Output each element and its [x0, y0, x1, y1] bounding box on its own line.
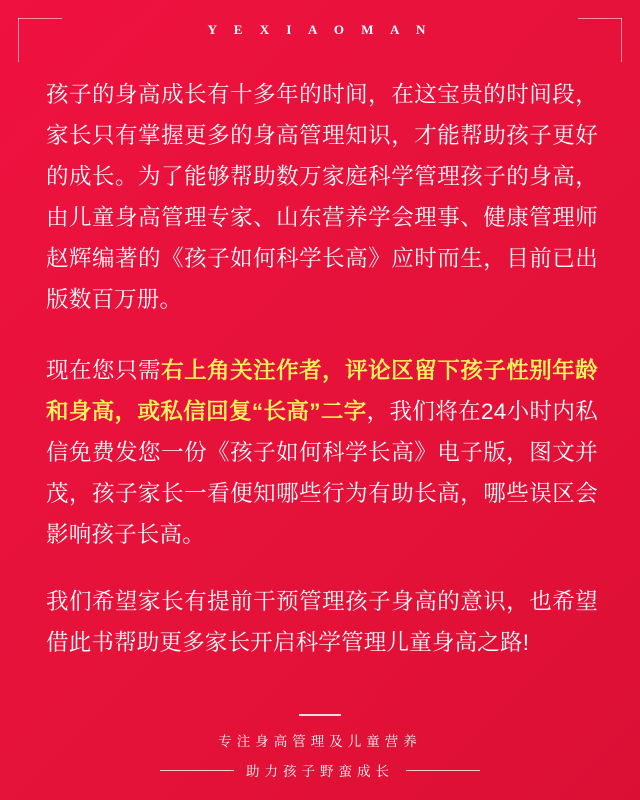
cta-text-before: 现在您只需 — [46, 358, 162, 383]
paragraph-closing: 我们希望家长有提前干预管理孩子身高的意识，也希望借此书帮助更多家长开启科学管理儿童身高之路! — [46, 589, 598, 655]
paragraph-call-to-action — [46, 350, 598, 555]
footer-rule-right — [406, 770, 480, 771]
corner-frame-top-right-horizontal — [578, 18, 622, 19]
cta-highlight: 右上角关注作者，评论区留下孩子性别年龄和身高，或私信回复“长高”二字 — [46, 358, 598, 424]
paragraph-intro: 孩子的身高成长有十多年的时间，在这宝贵的时间段，家长只有掌握更多的身高管理知识，才能帮助孩子更好的成长。为了能够帮助数万家庭科学管理孩子的身高，由儿童身高管理专家、山东营养学会理事、健康管理师赵辉编著的《孩子如何科学长高》应时而生，目前已出版数百万册。 — [46, 82, 598, 312]
footer-tagline-secondary: 助力孩子野蛮成长 — [246, 764, 394, 779]
footer-rule-left — [160, 770, 234, 771]
poster-footer — [0, 714, 640, 780]
corner-frame-top-left-horizontal — [18, 18, 62, 19]
body-content — [46, 74, 598, 663]
cta-text-after: ，我们将在24小时内私信免费发您一份《孩子如何科学长高》电子版，图文并茂，孩子家长一看便知哪些行为有助长高，哪些误区会影响孩子长高。 — [46, 399, 598, 547]
footer-divider-dash — [299, 714, 341, 716]
brand-title: Y E X I A O M A N — [207, 22, 433, 37]
footer-tagline-primary: 专注身高管理及儿童营养 — [218, 734, 422, 749]
footer-tagline-secondary-row — [0, 760, 640, 780]
